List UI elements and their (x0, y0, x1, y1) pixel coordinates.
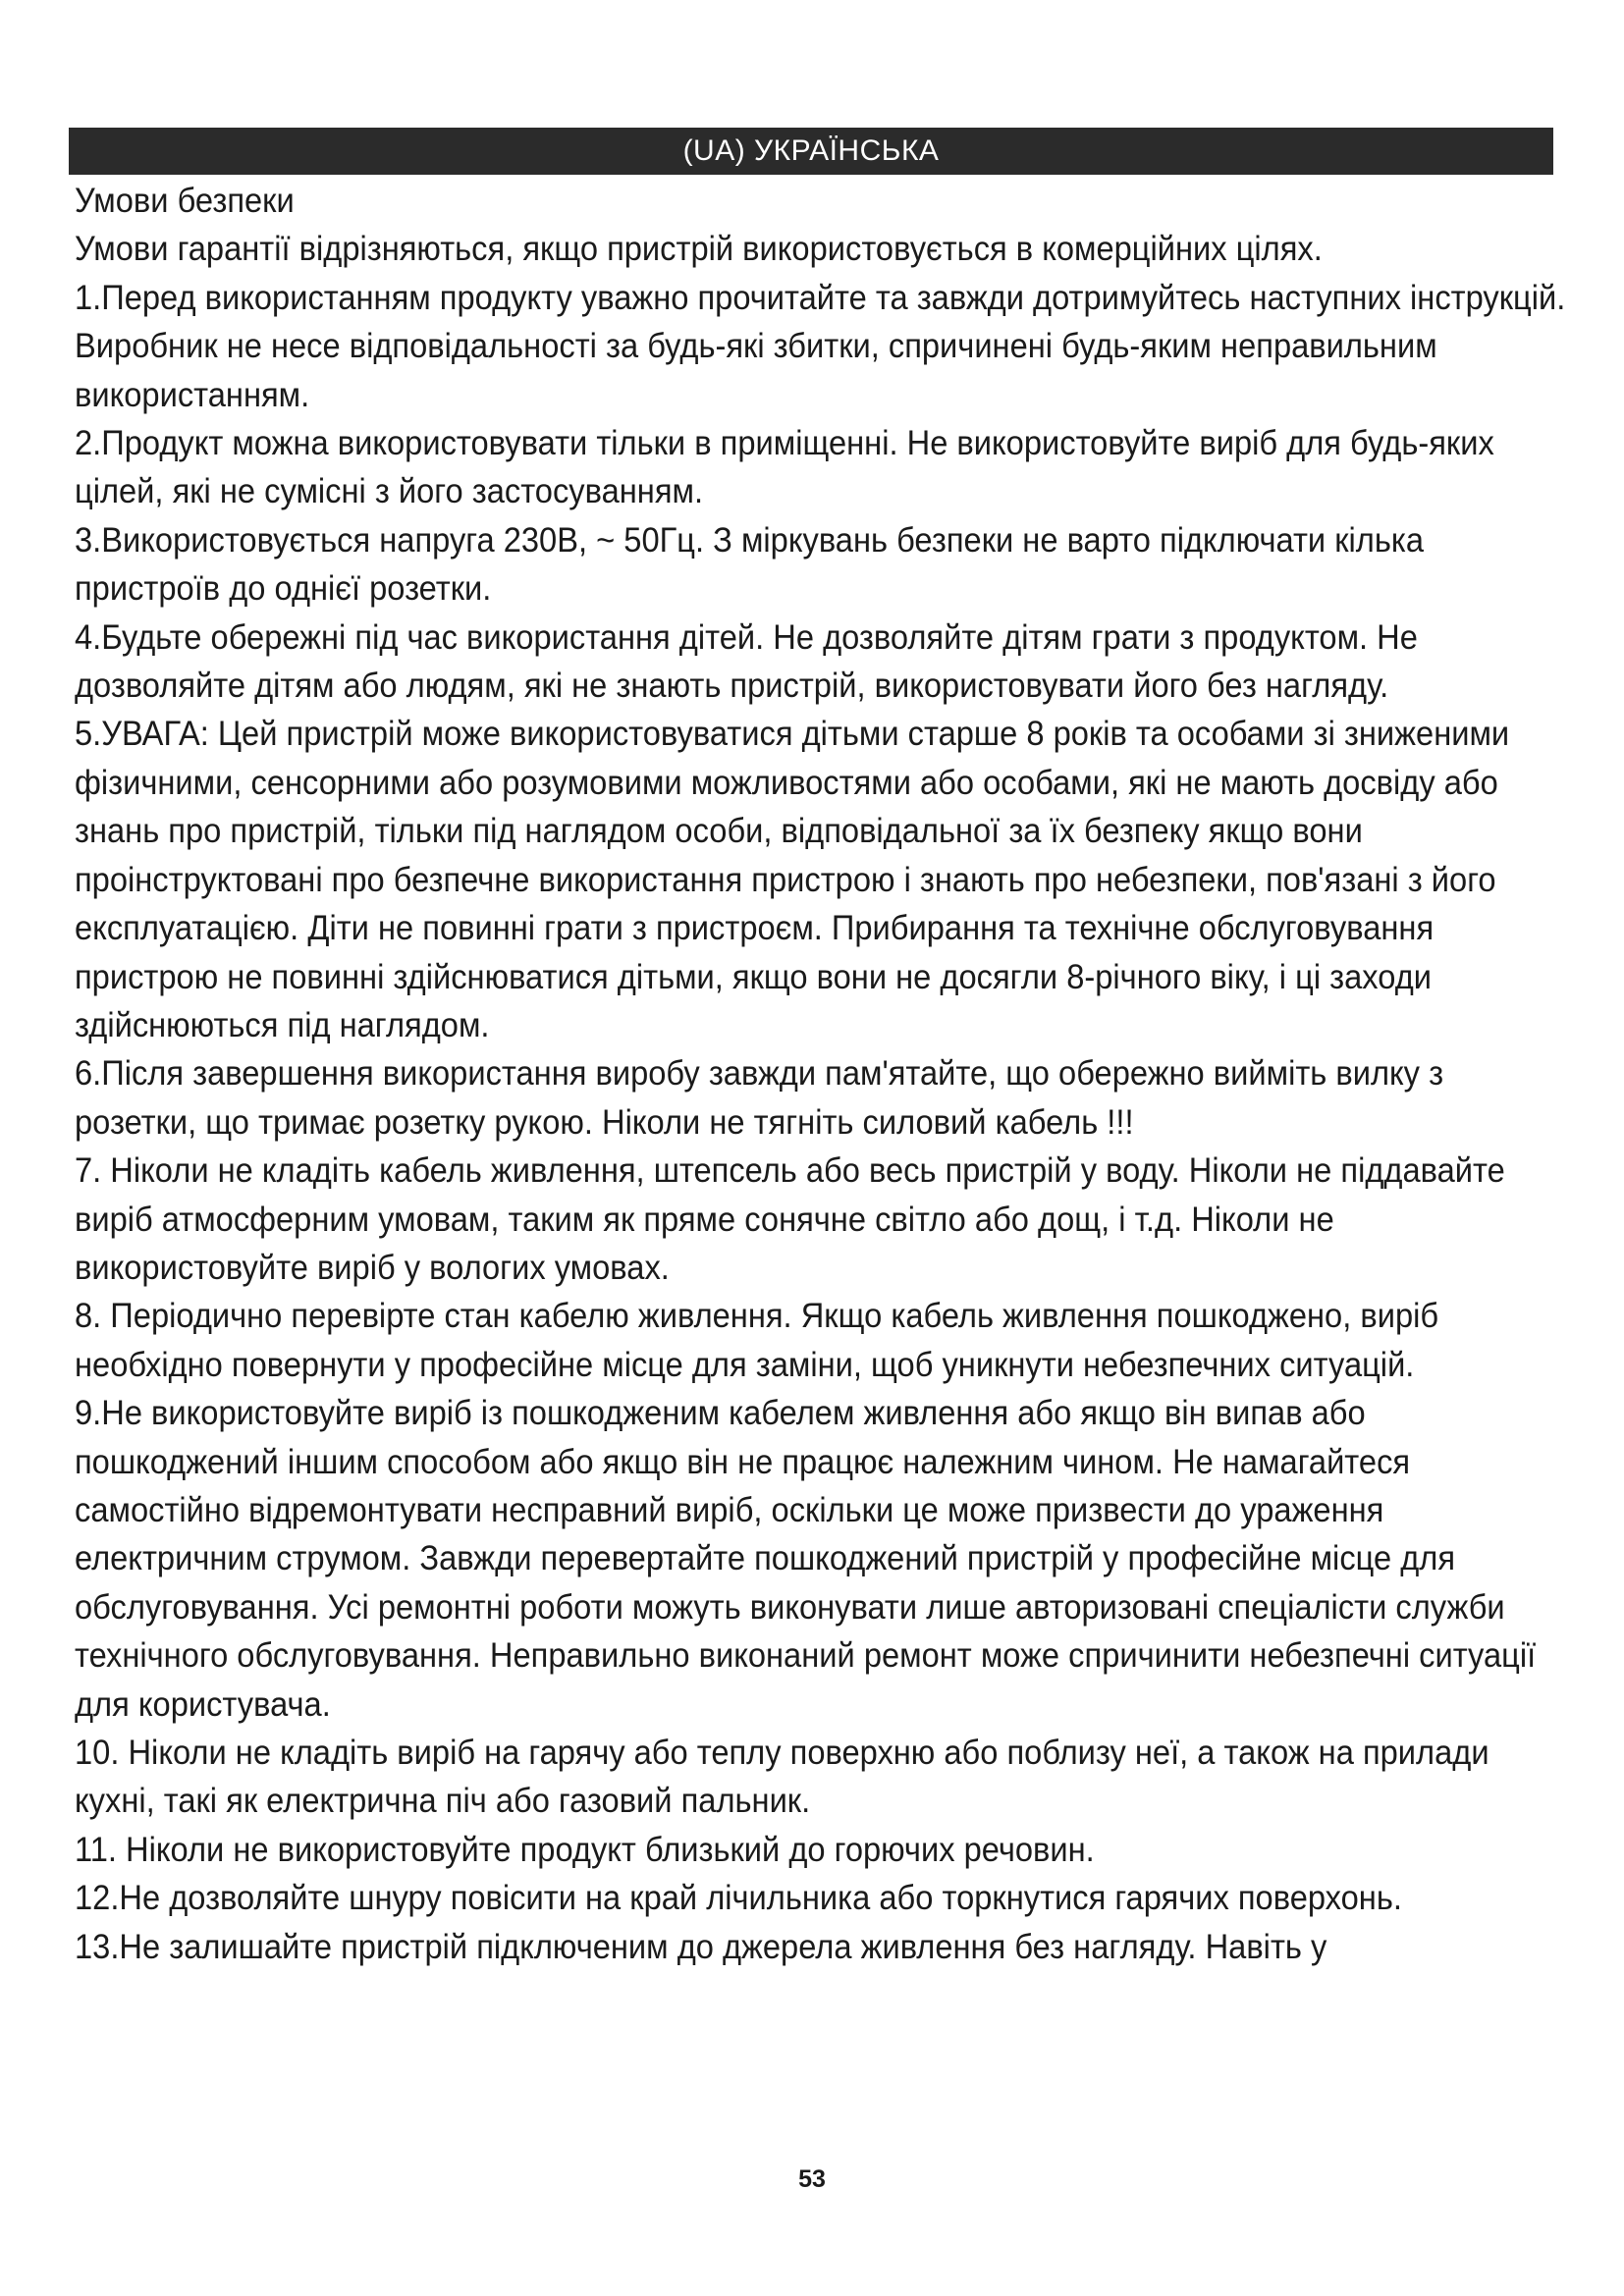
safety-item-3: 3.Використовується напруга 230В, ~ 50Гц. З міркувань безпеки не варто підключати кілька пристроїв до однієї розетки. (75, 519, 1425, 609)
safety-item-7: 7. Ніколи не кладіть кабель живлення, штепсель або весь пристрій у воду. Ніколи не піддавайте виріб атмосферним умовам, таким як пряме сонячне світло або дощ, і т.д. Ніколи не використовуйте виріб у вологих умовах. (75, 1150, 1505, 1287)
safety-item-12: 12.Не дозволяйте шнуру повісити на край лічильника або торкнутися гарячих поверхонь. (75, 1878, 1402, 1918)
safety-item-2: 2.Продукт можна використовувати тільки в приміщенні. Не використовуйте виріб для будь-яких цілей, які не сумісні з його застосуванням. (75, 423, 1494, 511)
warranty-note: Умови гарантії відрізняються, якщо пристрій використовується в комерційних цілях. (75, 229, 1323, 269)
safety-item-6: 6.Після завершення використання виробу завжди пам'ятайте, що обережно вийміть вилку з розетки, що тримає розетку рукою. Ніколи не тягніть силовий кабель !!! (75, 1053, 1444, 1142)
safety-item-13: 13.Не залишайте пристрій підключеним до джерела живлення без нагляду. Навіть у (75, 1926, 1327, 1966)
safety-item-4: 4.Будьте обережні під час використання дітей. Не дозволяйте дітям грати з продуктом. Не дозволяйте дітям або людям, які не знають пристрій, використовувати його без нагляду. (75, 616, 1418, 706)
language-header-bar (69, 128, 1553, 175)
language-label: (UA) УКРАЇНСЬКА (682, 134, 940, 167)
safety-item-10: 10. Ніколи не кладіть виріб на гарячу або теплу поверхню або поблизу неї, а також на прилади кухні, такі як електрична піч або газовий пальник. (75, 1733, 1489, 1821)
safety-item-8: 8. Періодично перевірте стан кабелю живлення. Якщо кабель живлення пошкоджено, виріб необхідно повернути у професійне місце для заміни, щоб уникнути небезпечних ситуацій. (75, 1296, 1439, 1384)
safety-item-9: 9.Не використовуйте виріб із пошкодженим кабелем живлення або якщо він випав або пошкоджений іншим способом або якщо він не працює належним чином. Не намагайтеся самостійно відремонтувати несправний виріб, оскільки це може призвести до ураження електричним струмом. Завжди перевертайте пошкоджений пристрій у професійне місце для обслуговування. Усі ремонтні роботи можуть виконувати лише авторизовані спеціалісти служби технічного обслуговування. Неправильно виконаний ремонт може спричинити небезпечні ситуації для користувача. (75, 1393, 1537, 1724)
section-title: Умови безпеки (75, 181, 295, 220)
page-number: 53 (798, 2165, 826, 2193)
safety-item-1: 1.Перед використанням продукту уважно прочитайте та завжди дотримуйтесь наступних інструкцій. Виробник не несе відповідальності за будь-які збитки, спричинені будь-яким неправильним використанням. (75, 277, 1566, 414)
safety-item-11: 11. Ніколи не використовуйте продукт близький до горючих речовин. (75, 1829, 1095, 1869)
safety-item-5: 5.УВАГА: Цей пристрій може використовуватися дітьми старше 8 років та особами зі зниженими фізичними, сенсорними або розумовими можливостями або особами, які не мають досвіду або знань про пристрій, тільки під наглядом особи, відповідальної за їх безпеку якщо вони проінструктовані про безпечне використання пристрою і знають про небезпеки, пов'язані з його експлуатацією. Діти не повинні грати з пристроєм. Прибирання та технічне обслуговування пристрою не повинні здійснюватися дітьми, якщо вони не досягли 8-річного віку, і ці заходи здійснюються під наглядом. (75, 714, 1510, 1044)
safety-section (75, 177, 1567, 1971)
